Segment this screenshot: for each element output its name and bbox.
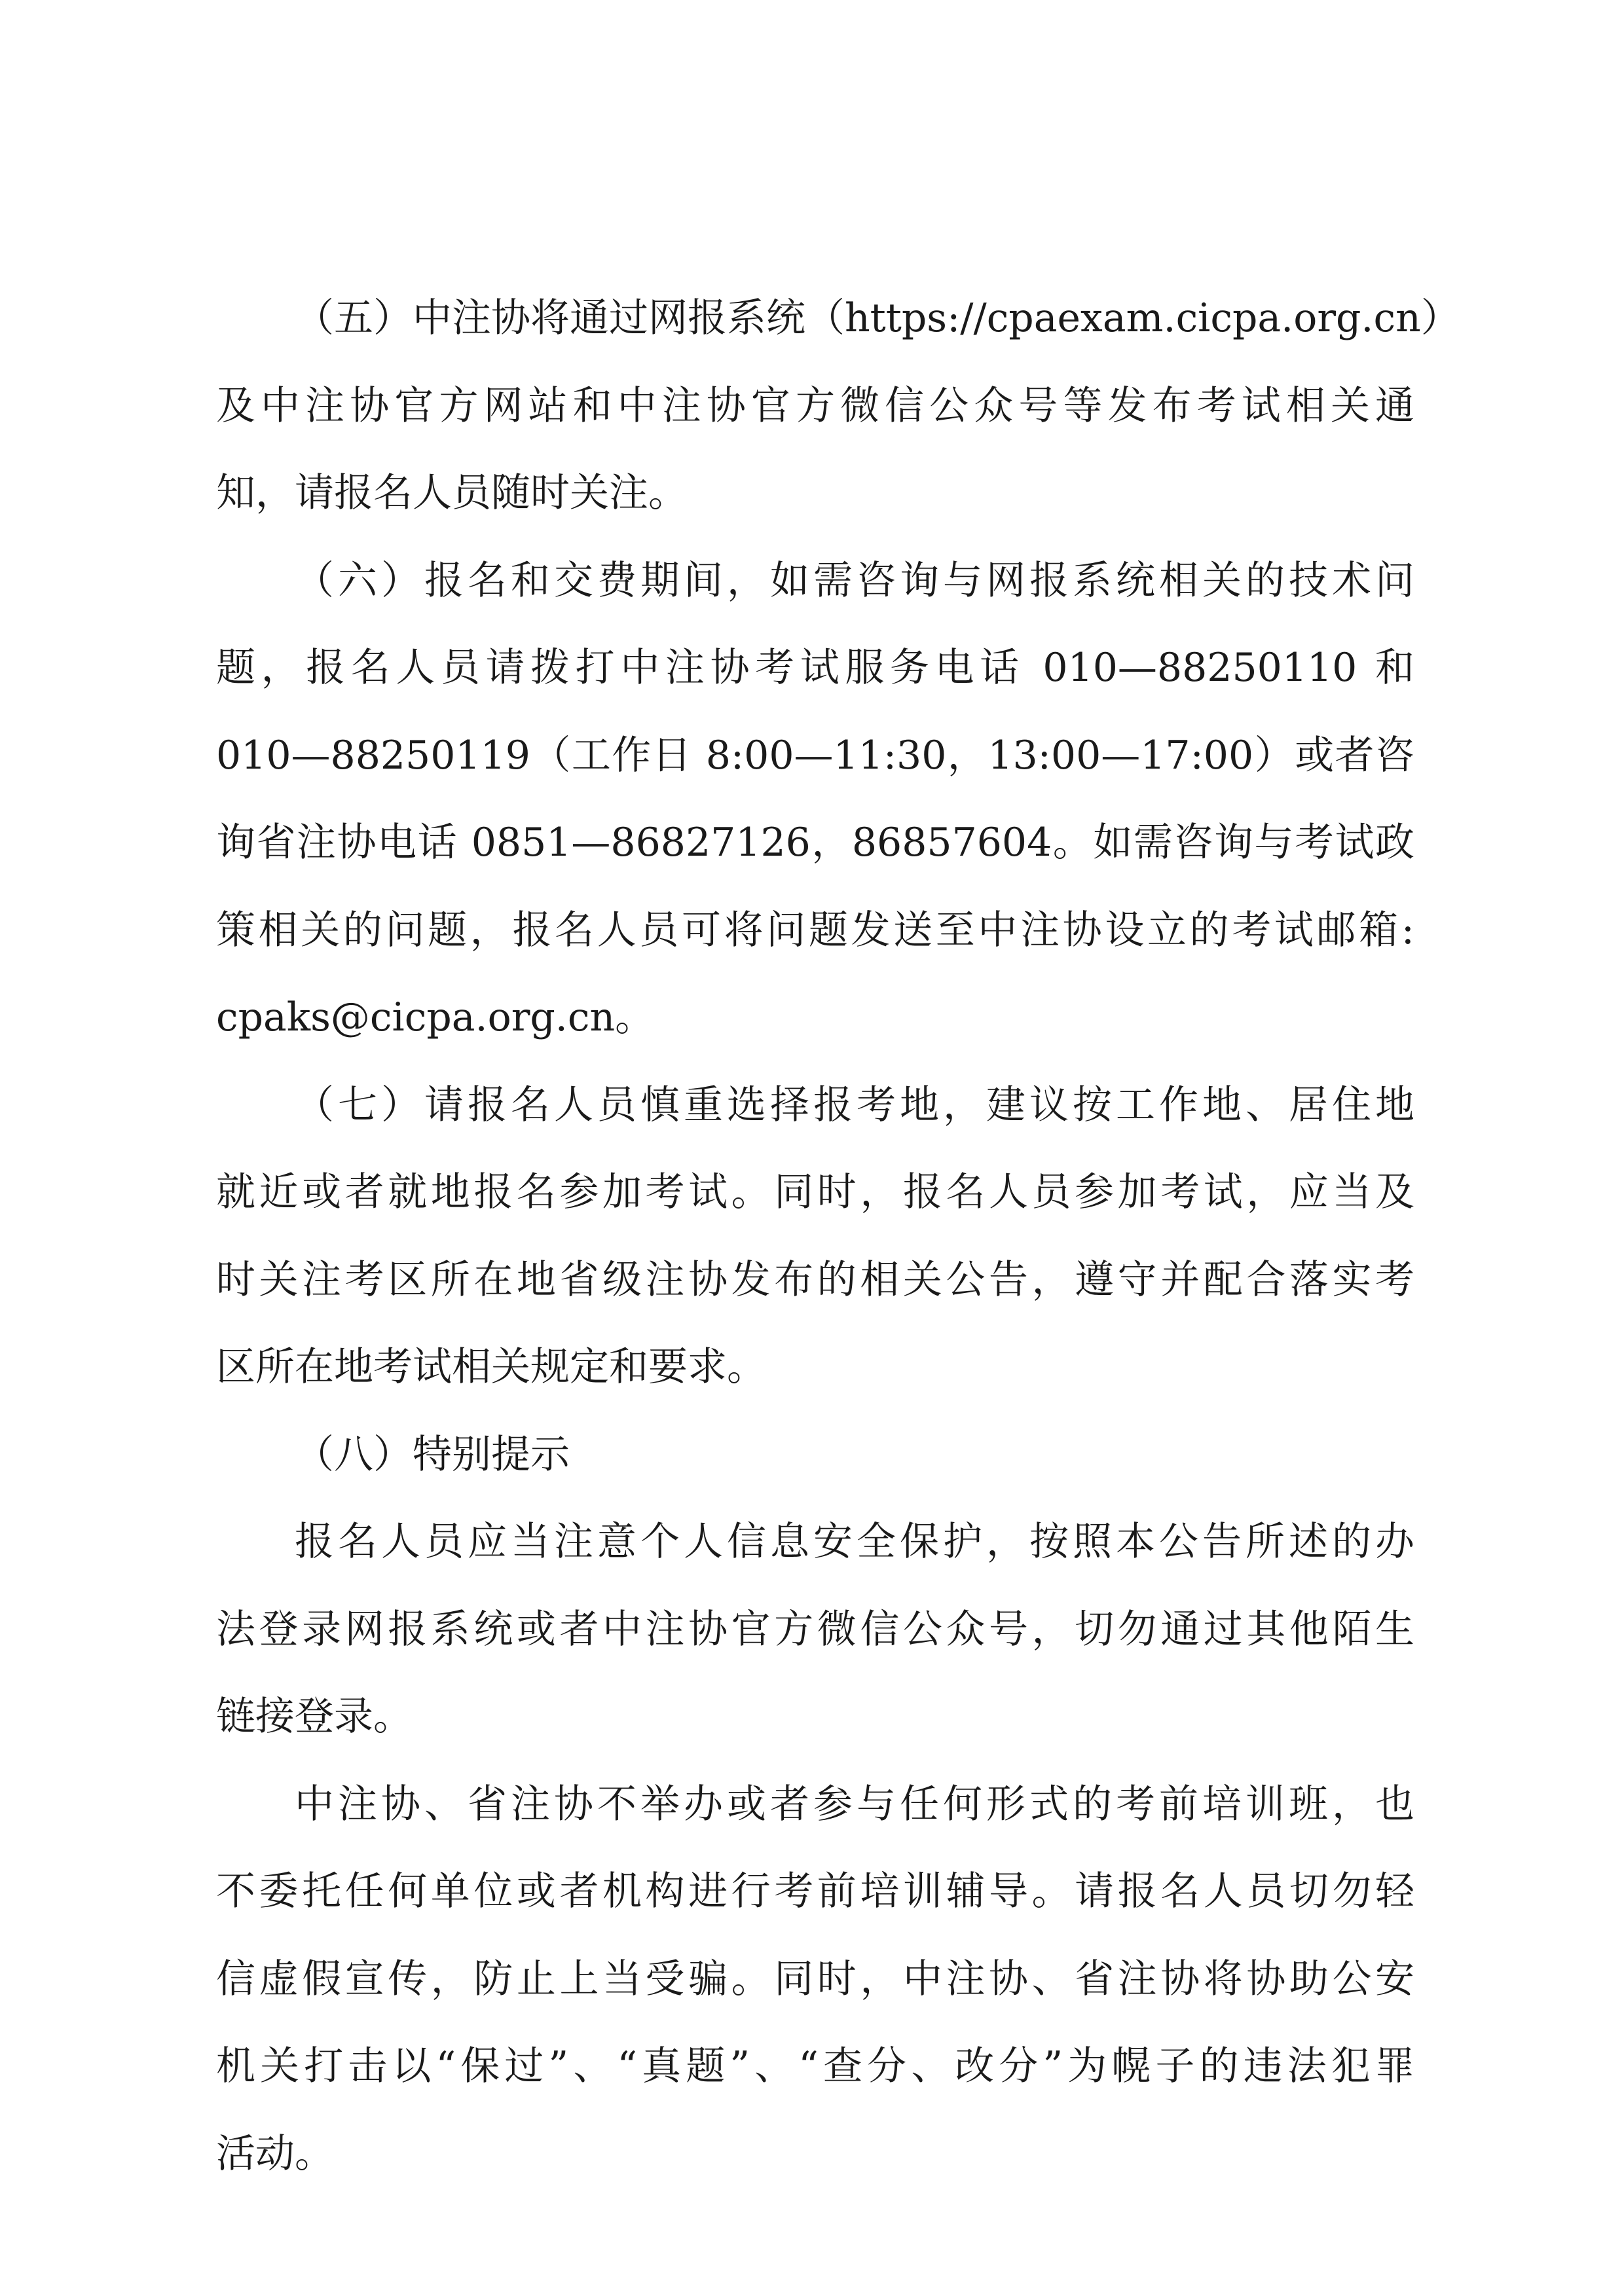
paragraph-line: 就近或者就地报名参加考试。同时，报名人员参加考试，应当及: [216, 1169, 1414, 1215]
paragraph-item-8-1: [216, 1499, 1414, 1761]
paragraph-item-7: [216, 1062, 1414, 1412]
paragraph-line: cpaks@cicpa.org.cn。: [216, 994, 655, 1040]
paragraph-line: 题，报名人员请拨打中注协考试服务电话 010—88250110 和: [216, 645, 1414, 691]
paragraph-line: 时关注考区所在地省级注协发布的相关公告，遵守并配合落实考: [216, 1256, 1414, 1303]
paragraph-line: 信虚假宣传，防止上当受骗。同时，中注协、省注协将协助公安: [216, 1956, 1414, 2002]
paragraph-line: 报名人员应当注意个人信息安全保护，按照本公告所述的办: [295, 1519, 1414, 1565]
paragraph-line: 活动。: [216, 2130, 334, 2177]
paragraph-line: 机关打击以“保过”、“真题”、“查分、改分”为幌子的违法犯罪: [216, 2043, 1414, 2089]
paragraph-line: 不委托任何单位或者机构进行考前培训辅导。请报名人员切勿轻: [216, 1868, 1414, 1914]
paragraph-item-6: [216, 538, 1414, 1062]
paragraph-line: 法登录网报系统或者中注协官方微信公众号，切勿通过其他陌生: [216, 1606, 1414, 1652]
paragraph-line: （六）报名和交费期间，如需咨询与网报系统相关的技术问: [295, 557, 1414, 604]
paragraph-line: 策相关的问题，报名人员可将问题发送至中注协设立的考试邮箱:: [216, 907, 1414, 953]
paragraph-line: 中注协、省注协不举办或者参与任何形式的考前培训班，也: [295, 1781, 1414, 1827]
section-heading: （八）特别提示: [295, 1431, 570, 1478]
paragraph-line: 区所在地考试相关规定和要求。: [216, 1344, 766, 1390]
section-heading-item-8: [216, 1412, 1414, 1499]
paragraph-line: 及中注协官方网站和中注协官方微信公众号等发布考试相关通: [216, 382, 1414, 429]
paragraph-line: 链接登录。: [216, 1694, 413, 1740]
paragraph-line: 询省注协电话 0851—86827126，86857604。如需咨询与考试政: [216, 820, 1414, 866]
paragraph-item-5: [216, 275, 1460, 538]
paragraph-item-8-2: [216, 1761, 1414, 2198]
paragraph-line: 知，请报名人员随时关注。: [216, 470, 688, 516]
paragraph-line: （五）中注协将通过网报系统（https://cpaexam.cicpa.org.cn）: [295, 295, 1460, 341]
body-text: [216, 275, 1460, 2198]
paragraph-line: 010—88250119（工作日 8:00—11:30，13:00—17:00）或者咨: [216, 732, 1414, 778]
paragraph-line: （七）请报名人员慎重选择报考地，建议按工作地、居住地: [295, 1082, 1414, 1128]
